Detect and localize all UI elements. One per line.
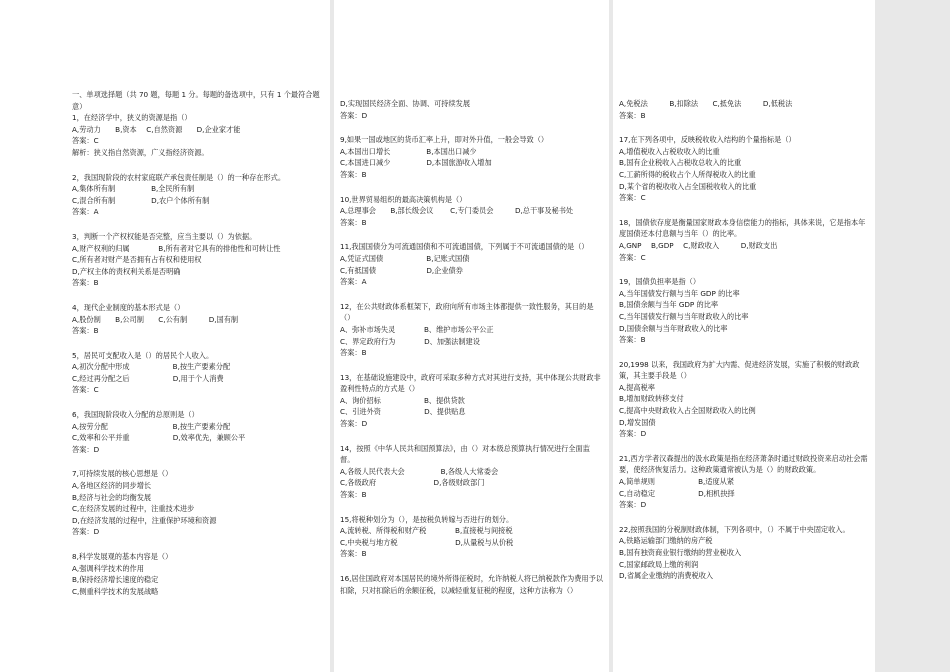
question-line: 5，居民可支配收入是（）的居民个人收入。 — [72, 350, 214, 360]
question-line: 6，我国现阶段收入分配的总原则是（） — [72, 410, 199, 420]
question-line: 20,1998 以来，我国政府为扩大内需、促进经济发展，实施了积极的财政政策，其主要手段是（） — [619, 359, 860, 381]
option-line: D,省属企业缴纳的消费税收入 — [619, 571, 714, 581]
answer-line: 答案：C — [619, 252, 646, 262]
question-line: 18，国债依存度是衡量国家财政本身信偿能力的指标，具体来说，它是指本年度国债还本付息额与当年（）的比率。 — [619, 217, 866, 239]
option-line: C,经过再分配之后 D,用于个人消费 — [72, 373, 224, 383]
question-line: 9,如果一国或地区的货币汇率上升，即对外升值，一般会导致（） — [340, 135, 549, 145]
spacer — [340, 430, 603, 443]
option-line: A,流转税、所得税和财产税 B,直接税与间接税 — [340, 526, 513, 536]
spacer — [72, 538, 324, 551]
option-line: A,提高税率 — [619, 382, 655, 392]
answer-line: 答案：D — [72, 444, 100, 454]
spacer — [340, 560, 603, 573]
question-line: 19，国债负担率是指（） — [619, 277, 701, 287]
spacer — [340, 121, 603, 134]
question-line: 11,我国国债分为可流通国债和不可流通国债，下列属于不可流通国债的是（） — [340, 242, 589, 252]
question-line: 10,世界贸易组织的最高决策机构是（） — [340, 194, 467, 204]
option-line: C,当年国债发行额与当年财政收入的比率 — [619, 311, 749, 321]
answer-line: 答案：D — [619, 429, 647, 439]
option-line: A,财产权利的归属 B,所有者对它具有的排他性和可转让性 — [72, 243, 281, 253]
option-line: B,国有企业税收入占税收总收入的比重 — [619, 158, 742, 168]
answer-line: 答案：B — [340, 348, 367, 358]
answer-line: 答案：D — [340, 419, 368, 429]
page-3 — [613, 0, 875, 672]
question-line: 7,可持续发展的核心思想是（） — [72, 469, 173, 479]
option-line: C、引进外资 D、提供贴息 — [340, 407, 466, 417]
option-line: D,产权主体的责权利关系是否明确 — [72, 266, 181, 276]
option-line: D,在经济发展的过程中，注重保护环境和资源 — [72, 515, 217, 525]
option-line: A,集体所有制 B,全民所有制 — [72, 184, 195, 194]
option-line: 一、单项选择题（共 70 题，每题 1 分。每题的备选项中，只有 1 个最符合题意） — [72, 90, 320, 111]
option-line: C,侧重科学技术的发展战略 — [72, 586, 159, 596]
option-line: C,各级政府 D,各级财政部门 — [340, 478, 485, 488]
option-line: B,增加财政转移支付 — [619, 394, 684, 404]
option-line: A,总理事会 B,部长级会议 C,专门委员会 D,总干事及秘书处 — [340, 206, 574, 216]
spacer — [72, 289, 324, 302]
spacer — [619, 204, 869, 217]
option-line: C,所有者对财产是否拥有占有权和使用权 — [72, 255, 202, 265]
answer-line: 答案：C — [72, 385, 99, 395]
option-line: A,各级人民代表大会 B,各级人大常委会 — [340, 466, 499, 476]
option-line: D,国债余额与当年财政收入的比率 — [619, 323, 728, 333]
spacer — [619, 121, 869, 134]
option-line: D,实现国民经济全面、协调、可持续发展 — [340, 99, 471, 108]
question-line: 12，在公共财政体系框架下，政府向所有市场主体都提供一致性服务，其目的是（） — [340, 301, 594, 323]
option-line: C、界定政府行为 D、加强法制建设 — [340, 336, 480, 346]
spacer — [340, 501, 603, 514]
answer-line: 答案：D — [72, 527, 100, 537]
spacer — [72, 396, 324, 409]
option-line: A,初次分配中形成 B,按生产要素分配 — [72, 362, 231, 372]
option-line: C,工薪所得的税收占个人所得税收入的比重 — [619, 169, 756, 179]
option-line: C,本国进口减少 D,本国旅游收入增加 — [340, 158, 492, 168]
option-line: C,中央税与地方税 D,从量税与从价税 — [340, 537, 514, 547]
option-line: A,凭证式国债 B,记账式国债 — [340, 253, 470, 263]
answer-line: 答案：A — [340, 277, 367, 287]
option-line: A,本国出口增长 B,本国出口减少 — [340, 146, 477, 156]
answer-line: 答案：B — [72, 326, 99, 336]
option-line: A,当年国债发行额与当年 GDP 的比率 — [619, 288, 740, 298]
question-line: 8,科学发展观的基本内容是（） — [72, 552, 173, 561]
question-line: 16,居住国政府对本国居民的境外所得征税时，允许纳税人将已纳税款作为费用予以扣除，只对扣除后的余额征税，以减轻重复征税的程度，这种方法称为（） — [340, 574, 603, 595]
option-line: B,国债余额与当年 GDP 的比率 — [619, 300, 719, 310]
answer-line: 答案：D — [340, 110, 368, 120]
spacer — [72, 455, 324, 468]
spacer — [619, 511, 869, 524]
option-line: B,国有独资商业银行缴纳的营业税收入 — [619, 548, 742, 557]
option-line: A,简单规则 B,适度从紧 — [619, 477, 735, 487]
option-line: A,GNP B,GDP C,财政收入 D,财政支出 — [619, 240, 778, 250]
option-line: A,免税法 B,扣除法 C,抵免法 D,低税法 — [619, 99, 793, 108]
option-line: D,增发国债 — [619, 417, 656, 427]
option-line: 解析：狭义指自然资源，广义指经济资源。 — [72, 147, 209, 157]
answer-line: 答案：B — [72, 278, 99, 288]
spacer — [619, 346, 869, 359]
option-line: C,自动稳定 D,相机抉择 — [619, 488, 735, 498]
answer-line: 答案：C — [619, 193, 646, 203]
question-line: 21,西方学者汉森提出的汲水政策是指在经济萧条时通过财政投资来启动社会需要，使经济恢复活力。这种政策通常被认为是（）的财政政策。 — [619, 453, 868, 475]
spacer — [72, 159, 324, 172]
option-line: A,强调科学技术的作用 — [72, 563, 144, 573]
option-line: A,股份制 B,公司制 C,公有制 D,国有制 — [72, 314, 239, 324]
answer-line: 答案：B — [340, 217, 367, 227]
option-line: C,混合所有制 D,农户个体所有制 — [72, 195, 210, 205]
option-line: A、询价招标 B、提供贷款 — [340, 395, 465, 405]
answer-line: 答案：C — [72, 136, 99, 146]
option-line: B,保持经济增长速度的稳定 — [72, 575, 159, 585]
column-1 — [72, 89, 324, 597]
option-line: C,国家邮政局上缴的利润 — [619, 559, 699, 569]
question-line: 14，按照《中华人民共和国预算法》，由（）对本级总预算执行情况进行全面监督。 — [340, 443, 590, 465]
option-line: C,在经济发展的过程中，注重技术进步 — [72, 504, 195, 514]
question-line: 2，我国现阶段的农村家庭联产承包责任制是（）的一种存在形式。 — [72, 172, 286, 182]
spacer — [72, 337, 324, 350]
question-line: 17,在下列各项中，反映税收收入结构的个量指标是（） — [619, 135, 796, 145]
option-line: D,某个省的税收收入占全国税收收入的比重 — [619, 181, 757, 191]
answer-line: 答案：D — [619, 500, 647, 510]
spacer — [72, 218, 324, 231]
spacer — [619, 263, 869, 276]
question-line: 22,按照我国的分税制财政体制，下列各项中，（）不属于中央固定收入。 — [619, 524, 850, 534]
option-line: C,提高中央财政收入占全国财政收入的比例 — [619, 406, 756, 416]
column-3 — [619, 98, 869, 582]
answer-line: 答案：B — [340, 549, 367, 559]
question-line: 4，现代企业制度的基本形式是（） — [72, 302, 185, 312]
option-line: C,有抵国债 D,企业债券 — [340, 265, 463, 275]
option-line: A,按劳分配 B,按生产要素分配 — [72, 421, 231, 431]
option-line: A,铁路运输部门缴纳的房产税 — [619, 536, 713, 546]
answer-line: 答案：B — [340, 169, 367, 179]
question-line: 15,将税种划分为（），是按税负转嫁与否进行的划分。 — [340, 514, 514, 524]
option-line: C,效率和公平并重 D,效率优先，兼顾公平 — [72, 433, 246, 443]
question-line: 3，判断一个产权权能是否完整，应当主要以（）为依据。 — [72, 231, 257, 241]
question-line: 1，在经济学中，狭义的资源是指（） — [72, 113, 192, 123]
answer-line: 答案：B — [619, 335, 646, 345]
option-line: A,劳动力 B,资本 C,自然资源 D,企业家才能 — [72, 124, 241, 134]
question-line: 13，在基础设施建设中，政府可采取多种方式对其进行支持，其中体现公共财政非盈利性特点的方式是（） — [340, 372, 601, 394]
page-2 — [334, 0, 609, 672]
spacer — [619, 440, 869, 453]
answer-line: 答案：B — [619, 110, 646, 120]
spacer — [340, 288, 603, 301]
option-line: A,增值税收入占税收收入的比重 — [619, 146, 720, 156]
option-line: B,经济与社会的均衡发展 — [72, 492, 152, 502]
spacer — [340, 181, 603, 194]
spacer — [340, 228, 603, 241]
page-1 — [0, 0, 330, 672]
column-2 — [340, 98, 603, 596]
answer-line: 答案：A — [72, 207, 99, 217]
option-line: A,各地区经济的同步增长 — [72, 481, 152, 491]
answer-line: 答案：B — [340, 490, 367, 500]
spacer — [340, 359, 603, 372]
option-line: A、弥补市场失灵 B、维护市场公平公正 — [340, 324, 494, 334]
